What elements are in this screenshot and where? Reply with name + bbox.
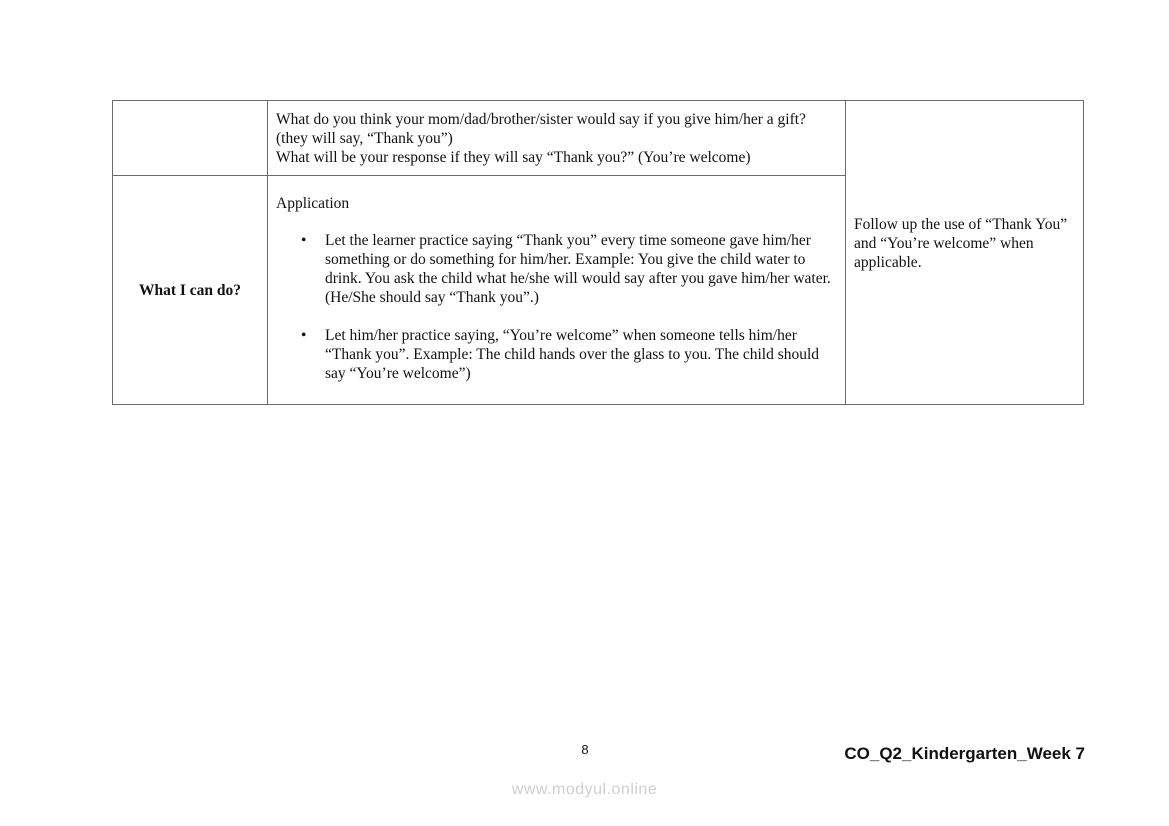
row-label-what-i-can-do: What I can do? <box>113 176 268 405</box>
table-row <box>113 101 1084 176</box>
intro-question-2: What will be your response if they will say “Thank you?” (You’re welcome) <box>276 149 751 166</box>
footer-code: CO_Q2_Kindergarten_Week 7 <box>844 744 1085 763</box>
application-title: Application <box>276 195 350 212</box>
row-label-empty <box>113 101 268 176</box>
watermark: www.modyul.online <box>511 781 658 798</box>
bullet-text: Let him/her practice saying, “You’re welcome” when someone tells him/her “Thank you”. Example: The child hands over the glass to you. The child should say “You’re welcome”) <box>325 327 820 382</box>
bullet-icon: • <box>301 327 307 344</box>
list-item <box>301 231 837 307</box>
application-cell <box>268 176 846 405</box>
bullet-text: Let the learner practice saying “Thank you” every time someone gave him/her something or do something for him/her. Example: You give the child water to drink. You ask the child what he/she will would say after you gave him/her water. (He/She should say “Thank you”.) <box>325 232 831 306</box>
followup-text: Follow up the use of “Thank You” and “You’re welcome” when applicable. <box>854 216 1068 271</box>
lesson-table <box>112 100 1084 405</box>
intro-question-1: What do you think your mom/dad/brother/sister would say if you give him/her a gift? (they will say, “Thank you”) <box>276 111 806 147</box>
followup-cell <box>846 101 1084 405</box>
list-item <box>301 326 837 383</box>
intro-questions-cell <box>268 101 846 176</box>
bullet-icon: • <box>301 232 307 249</box>
application-bullets <box>276 231 837 383</box>
page-number: 8 <box>581 742 589 757</box>
